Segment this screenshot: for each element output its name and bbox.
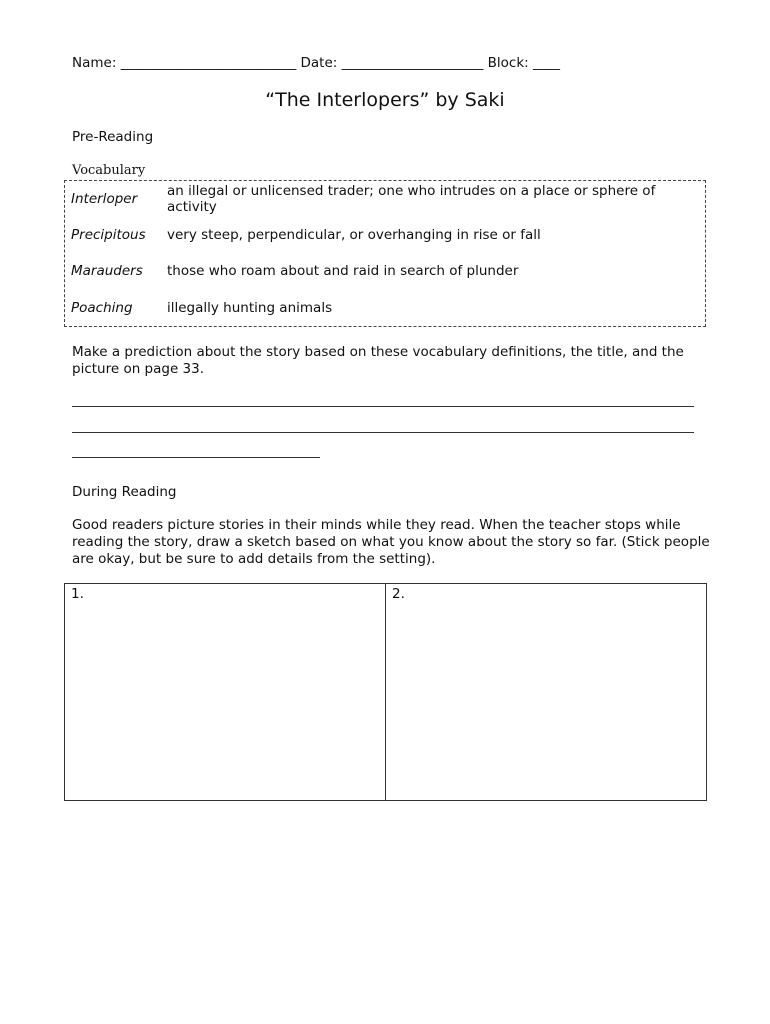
vocab-row <box>65 182 705 216</box>
vocab-definition: those who roam about and raid in search of plunder <box>167 263 519 279</box>
pre-reading-heading: Pre-Reading <box>72 129 154 145</box>
vocabulary-table <box>64 180 706 327</box>
vocab-definition: very steep, perpendicular, or overhanging in rise or fall <box>167 227 541 243</box>
page-title: “The Interlopers” by Saki <box>265 89 505 111</box>
name-label: Name: <box>72 55 117 71</box>
vocab-row <box>65 254 705 288</box>
student-info-header <box>72 55 560 71</box>
answer-line[interactable] <box>72 406 694 407</box>
vocab-term: Interloper <box>71 191 138 207</box>
vocabulary-caption: Vocabulary <box>72 163 146 178</box>
vocab-term: Poaching <box>71 300 133 316</box>
vocab-row <box>65 291 705 325</box>
vocab-term: Precipitous <box>71 227 146 243</box>
sketch-area-2[interactable] <box>385 584 706 800</box>
during-reading-heading: During Reading <box>72 484 177 500</box>
answer-line[interactable] <box>72 432 694 433</box>
vocab-row <box>65 218 705 252</box>
date-blank[interactable]: _____________________ <box>341 55 484 71</box>
sketch-table <box>64 583 707 801</box>
answer-line[interactable] <box>72 457 320 458</box>
sketch-area-1[interactable] <box>65 584 385 800</box>
prediction-prompt: Make a prediction about the story based on these vocabulary definitions, the title, and the picture on page 33. <box>72 344 684 377</box>
block-blank[interactable]: ____ <box>533 55 561 71</box>
name-blank[interactable]: __________________________ <box>120 55 297 71</box>
vocab-definition: an illegal or unlicensed trader; one who intrudes on a place or sphere of activity <box>167 183 656 215</box>
date-label: Date: <box>300 55 338 71</box>
vocab-term: Marauders <box>71 263 143 279</box>
sketch-number: 2. <box>392 586 405 602</box>
vocab-definition: illegally hunting animals <box>167 300 333 316</box>
sketch-number: 1. <box>71 586 84 602</box>
block-label: Block: <box>487 55 529 71</box>
sketch-instructions: Good readers picture stories in their minds while they read. When the teacher stops while reading the story, draw a sketch based on what you know about the story so far. (Stick people are okay, but be sure to add details from the setting). <box>72 517 710 567</box>
